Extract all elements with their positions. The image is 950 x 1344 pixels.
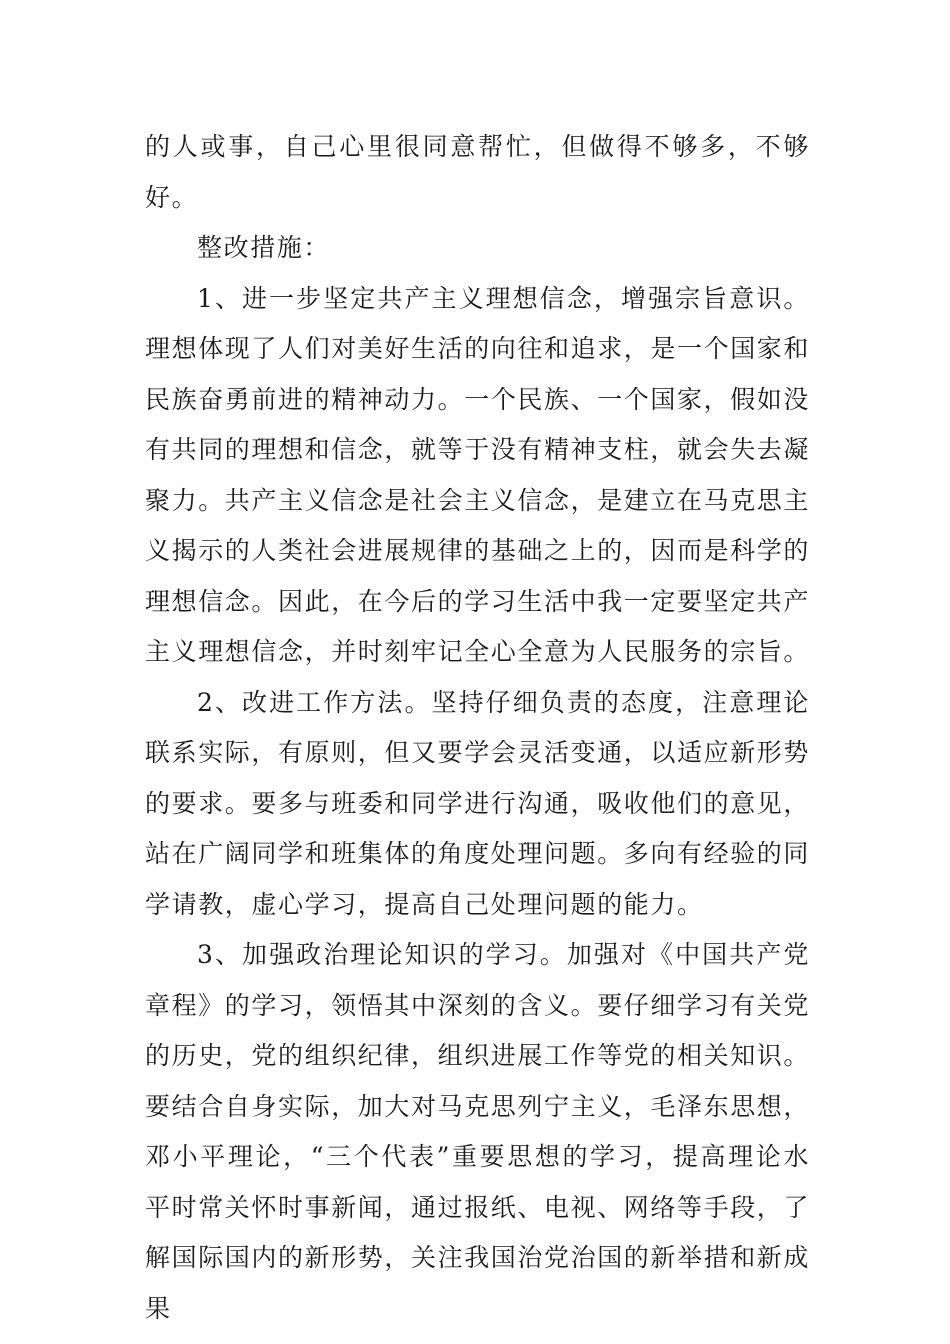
paragraph-measure-2: 2、改进工作方法。坚持仔细负责的态度，注意理论联系实际，有原则，但又要学会灵活变通，以适应新形势的要求。要多与班委和同学进行沟通，吸收他们的意见，站在广阔同学和班集体的角度处理问题。多向有经验的同学请教，虚心学习，提高自己处理问题的能力。 — [145, 687, 811, 919]
paragraph-measure-3: 3、加强政治理论知识的学习。加强对《中国共产党章程》的学习，领悟其中深刻的含义。要仔细学习有关党的历史，党的组织纪律，组织进展工作等党的相关知识。要结合自身实际，加大对马克思列宁主义，毛泽东思想，邓小平理论，“三个代表”重要思想的学习，提高理论水平时常关怀时事新闻，通过报纸、电视、网络等手段，了解国际国内的新形势，关注我国治党治国的新举措和新成果 — [145, 940, 811, 1323]
document-body — [145, 122, 810, 1334]
paragraph-continuation: 的人或事，自己心里很同意帮忙，但做得不够多，不够好。 — [145, 132, 810, 212]
paragraph-measure-1: 1、进一步坚定共产主义理想信念，增强宗旨意识。理想体现了人们对美好生活的向往和追求，是一个国家和民族奋勇前进的精神动力。一个民族、一个国家，假如没有共同的理想和信念，就等于没有精神支柱，就会失去凝聚力。共产主义信念是社会主义信念，是建立在马克思主义揭示的人类社会进展规律的基础之上的，因而是科学的理想信念。因此，在今后的学习生活中我一定要坚定共产主义理想信念，并时刻牢记全心全意为人民服务的宗旨。 — [145, 283, 811, 666]
paragraph-rectification-heading: 整改措施： — [197, 233, 331, 262]
